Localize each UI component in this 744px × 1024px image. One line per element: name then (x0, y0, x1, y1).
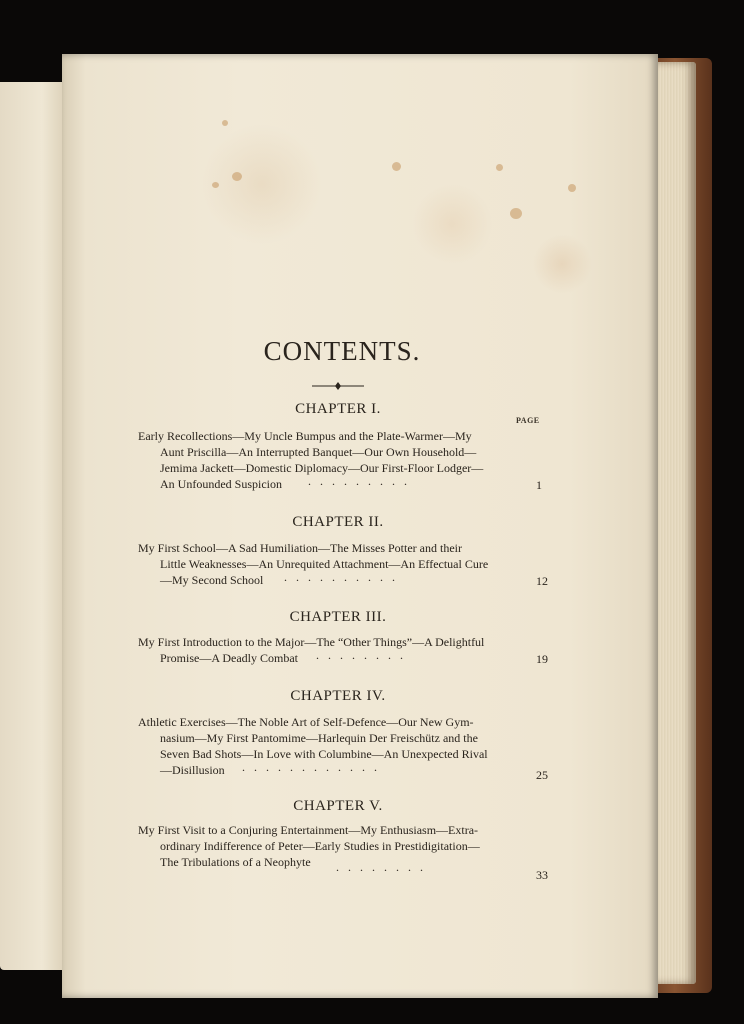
chapter-heading: CHAPTER V. (293, 798, 383, 814)
chapter-summary-line: Little Weaknesses—An Unrequited Attachment—An Effectual Cure (160, 557, 489, 571)
chapter-heading: CHAPTER II. (292, 514, 384, 530)
page-number: 12 (536, 574, 548, 588)
chapter-summary-line: The Tribulations of a Neophyte (160, 855, 311, 869)
contents-page (62, 54, 658, 998)
foxing-stain (568, 184, 576, 192)
chapter-summary-line: —Disillusion (160, 763, 225, 777)
chapter-summary-line: Jemima Jackett—Domestic Diplomacy—Our First-Floor Lodger— (160, 461, 484, 475)
divider-ornament-icon (312, 382, 364, 390)
chapter-summary-line: An Unfounded Suspicion (160, 477, 282, 491)
page-number: 33 (536, 868, 548, 882)
page-stack-edge (652, 62, 696, 984)
foxing-stain (212, 182, 219, 188)
chapter-summary-line: My First School—A Sad Humiliation—The Misses Potter and their (138, 541, 462, 555)
foxing-stain (496, 164, 503, 171)
chapter-summary-line: —My Second School (160, 573, 264, 587)
dot-leader: ........ (316, 648, 412, 662)
chapter-summary-line: My First Visit to a Conjuring Entertainment—My Enthusiasm—Extra- (138, 823, 479, 837)
chapter-summary-line: Aunt Priscilla—An Interrupted Banquet—Our Own Household— (160, 445, 477, 459)
chapter-summary-line: ordinary Indifference of Peter—Early Studies in Prestidigitation— (160, 839, 480, 853)
left-page (0, 82, 70, 970)
dot-leader: .......... (284, 570, 404, 584)
chapter-heading: CHAPTER III. (289, 609, 387, 625)
page-number: 25 (536, 768, 548, 782)
chapter-summary-line: nasium—My First Pantomime—Harlequin Der Freischütz and the (160, 731, 478, 745)
page-number: 1 (536, 478, 542, 492)
page-title: CONTENTS. (263, 336, 421, 366)
chapter-heading: CHAPTER IV. (290, 688, 386, 704)
dot-leader: ......... (308, 474, 416, 488)
foxing-stain (232, 172, 242, 181)
foxing-stain (222, 120, 228, 126)
foxing-stain (510, 208, 522, 219)
chapter-summary-line: Athletic Exercises—The Noble Art of Self-Defence—Our New Gym- (138, 715, 474, 729)
page-number: 19 (536, 652, 548, 666)
chapter-summary-line: My First Introduction to the Major—The “Other Things”—A Delightful (138, 635, 485, 649)
chapter-summary-line: Seven Bad Shots—In Love with Columbine—An Unexpected Rival (160, 747, 488, 761)
chapter-summary-line: Early Recollections—My Uncle Bumpus and the Plate-Warmer—My (138, 429, 472, 443)
foxing-stain (392, 162, 401, 171)
dot-leader: ........ (336, 860, 432, 874)
chapter-heading: CHAPTER I. (295, 401, 381, 417)
chapter-summary-line: Promise—A Deadly Combat (160, 651, 298, 665)
page-column-label: PAGE (516, 416, 540, 425)
dot-leader: ............ (242, 760, 386, 774)
